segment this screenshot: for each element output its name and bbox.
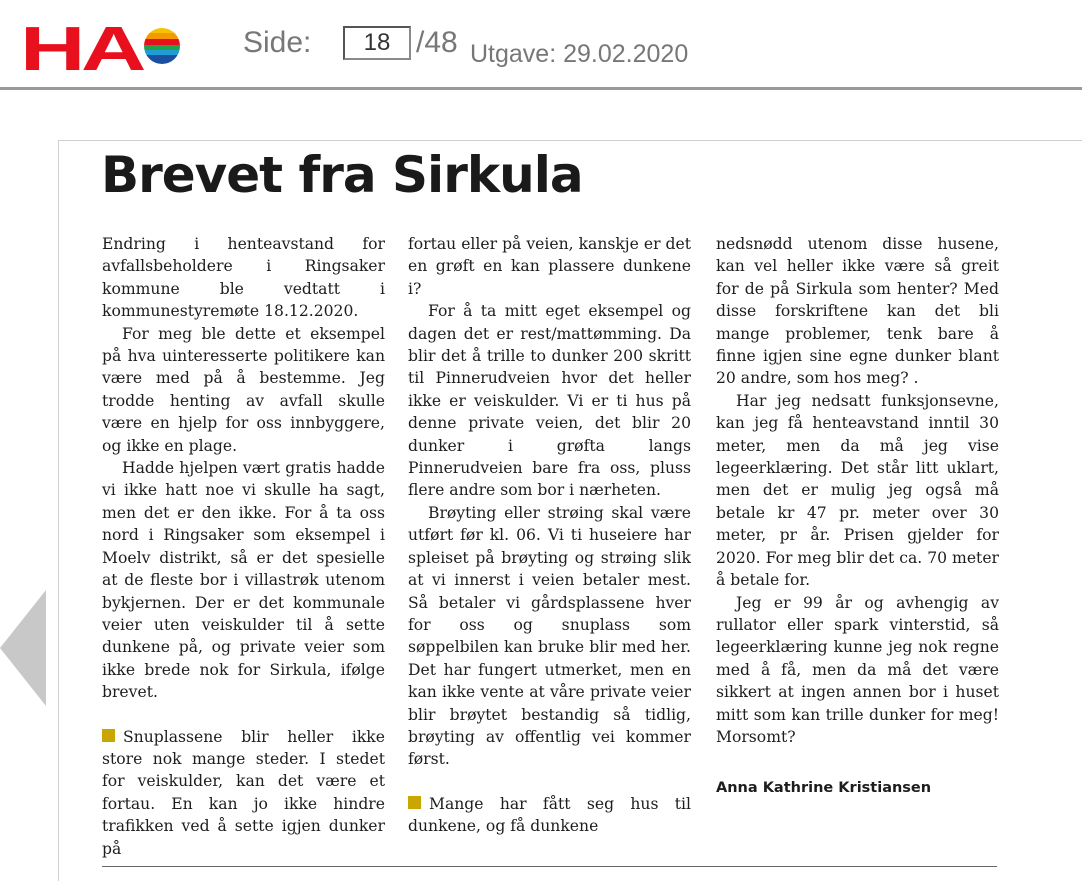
article-column-2 (408, 233, 691, 838)
paragraph-text: Snuplassene blir heller ikke store nok mange steder. I stedet for veiskulder, kan det være et fortau. En kan jo ikke hindre trafikken ved å sette igjen dunker på (102, 727, 385, 858)
article-column-1 (102, 233, 385, 860)
paragraph: Hadde hjelpen vært gratis hadde vi ikke hatt noe vi skulle ha sagt, men det er den ikke. For å ta oss nord i Ringsaker som eksempel i Moelv distrikt, så er det spesielle at de fleste bor i villastrøk utenom bykjernen. Der er det kommunale veier uten veiskulder til å sette dunkene på, og private veier som ikke brede nok for Sirkula, ifølge brevet. (102, 459, 385, 702)
bullet-square-icon (102, 729, 115, 742)
paragraph: fortau eller på veien, kanskje er det en grøft en kan plassere dunkene i? (408, 235, 691, 298)
article-headline: Brevet fra Sirkula (101, 146, 583, 204)
paragraph: nedsnødd utenom disse husene, kan vel heller ikke være så greit for de på Sirkula som henter? Med disse forskriftene kan det bli mange problemer, tenk bare å finne igjen sine egne dunker blant 20 andre, som hos meg? . (716, 235, 999, 388)
triangle-left-icon[interactable] (0, 590, 46, 706)
issue-date: Utgave: 29.02.2020 (470, 40, 689, 68)
bullet-square-icon (408, 796, 421, 809)
page-number-input[interactable] (343, 26, 411, 60)
paragraph: Endring i henteavstand for avfallsbeholdere i Ringsaker kommune ble vedtatt i kommunestyremøte 18.12.2020. (102, 235, 385, 321)
article-column-3 (716, 233, 999, 748)
ha-logo (20, 22, 185, 74)
paragraph: Har jeg nedsatt funksjonsevne, kan jeg få henteavstand inntil 30 meter, men da må jeg vise legeerklæring. Det står litt uklart, men det er mulig jeg også må betale kr 47 pr. meter over 30 meter, pr år. Prisen gjelder for 2020. For meg blir det ca. 70 meter å betale for. (716, 391, 999, 590)
footer-divider (102, 866, 997, 867)
page-total: /48 (416, 26, 458, 59)
paragraph: Jeg er 99 år og avhengig av rullator eller spark vinterstid, så legeerklæring kunne jeg nok regne med å få, men da må det være sikkert at ingen annen bor i huset mitt som kan trille dunker for meg! Morsomt? (716, 593, 999, 746)
page-label: Side: (243, 26, 312, 59)
svg-text:HA: HA (20, 22, 146, 74)
header-divider (0, 87, 1082, 90)
paragraph: For meg ble dette et eksempel på hva uinteresserte politikere kan være med på å bestemme. Jeg trodde henting av avfall skulle være en hjelp for oss innbyggere, og ikke en plage. (102, 324, 385, 455)
bullet-paragraph (102, 726, 385, 860)
viewer-header (0, 0, 1082, 88)
paragraph-text: Mange har fått seg hus til dunkene, og få dunkene (408, 794, 691, 836)
paragraph: Brøyting eller strøing skal være utført før kl. 06. Vi ti huseiere har spleiset på brøyting og strøing slik at vi innerst i veien betaler mest. Så betaler vi gårdsplassene hver for oss og snuplass som søppelbilen kan bruke blir med her. Det har fungert utmerket, men en kan ikke vente at våre private veier blir brøytet bestandig så tidlig, brøyting av offentlig vei kommer først. (408, 503, 691, 769)
paragraph: For å ta mitt eget eksempel og dagen det er rest/mattømming. Da blir det å trille to dunker 200 skritt til Pinnerudveien hvor det heller ikke er veiskulder. Vi er ti hus på denne private veien, det blir 20 dunker i grøfta langs Pinnerudveien bare fra oss, pluss flere andre som bor i nærheten. (408, 302, 691, 500)
article-byline: Anna Kathrine Kristiansen (716, 780, 932, 796)
bullet-paragraph (408, 793, 691, 838)
